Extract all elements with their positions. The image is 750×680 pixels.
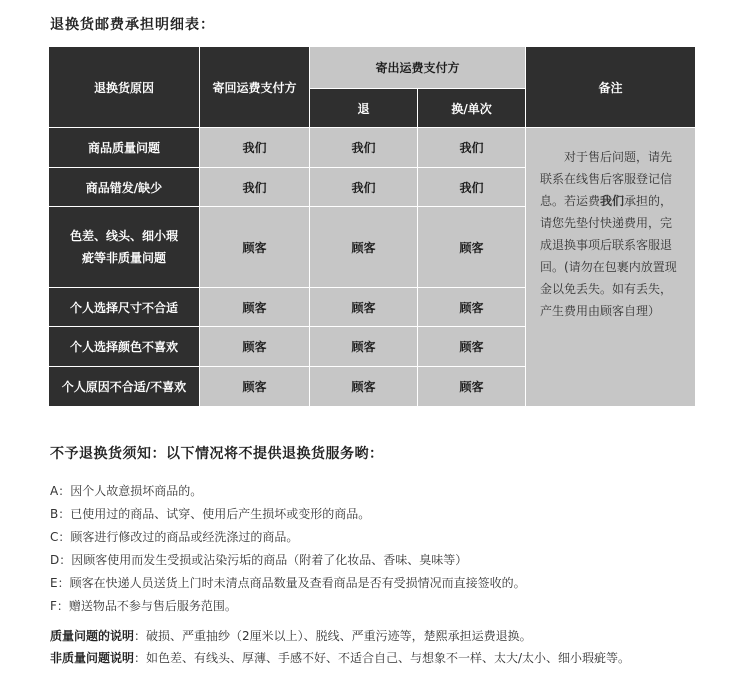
header-reason: 退换货原因 (49, 47, 200, 128)
no-return-rules (50, 480, 526, 618)
header-remark: 备注 (526, 47, 696, 128)
row-reason: 个人选择颜色不喜欢 (49, 327, 200, 367)
remark-line: 请您先垫付快递费用，完 (540, 216, 673, 230)
row-reason: 商品错发/缺少 (49, 168, 200, 207)
cell-return-payer: 顾客 (200, 207, 310, 288)
remark-line: 息。若运费我们承担的， (540, 194, 673, 208)
row-reason: 个人原因不合适/不喜欢 (49, 367, 200, 407)
problem-explanations (50, 625, 630, 669)
cell-exchange-payer: 顾客 (418, 207, 526, 288)
rule-item: A：因个人故意损坏商品的。 (50, 484, 203, 498)
nonquality-label: 非质量问题说明 (50, 651, 135, 665)
rule-item: F：赠送物品不参与售后服务范围。 (50, 599, 237, 613)
rule-item: C：顾客进行修改过的商品或经洗涤过的商品。 (50, 530, 299, 544)
header-refund: 退 (310, 89, 418, 128)
cell-return-payer: 顾客 (200, 288, 310, 327)
quality-label: 质量问题的说明 (50, 629, 135, 643)
rule-item: B：已使用过的商品、试穿、使用后产生损坏或变形的商品。 (50, 507, 371, 521)
remark-line: 联系在线售后客服登记信 (540, 172, 673, 186)
header-send-shipping: 寄出运费支付方 (310, 47, 526, 89)
cell-refund-payer: 顾客 (310, 367, 418, 407)
quality-text: ：破损、严重抽纱（2厘米以上）、脱线、严重污迹等，楚熙承担运费退换。 (134, 629, 532, 643)
nonquality-text: ：如色差、有线头、厚薄、手感不好、不适合自己、与想象不一样、太大/太小、细小瑕疵等。 (134, 651, 631, 665)
quality-explanation (50, 625, 630, 647)
table-row (49, 128, 696, 168)
row-reason: 个人选择尺寸不合适 (49, 288, 200, 327)
remark-line: 对于售后问题，请先 (564, 150, 673, 164)
rule-item: E：顾客在快递人员送货上门时未清点商品数量及查看商品是否有受损情况而直接签收的。 (50, 576, 526, 590)
cell-refund-payer: 顾客 (310, 288, 418, 327)
remark-note (526, 128, 696, 407)
cell-return-payer: 我们 (200, 128, 310, 168)
header-return-shipping: 寄回运费支付方 (200, 47, 310, 128)
cell-exchange-payer: 顾客 (418, 327, 526, 367)
cell-refund-payer: 顾客 (310, 207, 418, 288)
row-reason: 色差、线头、细小瑕 疵等非质量问题 (49, 207, 200, 288)
cell-exchange-payer: 我们 (418, 168, 526, 207)
cell-refund-payer: 顾客 (310, 327, 418, 367)
shipping-fee-table (48, 46, 696, 407)
remark-line: 产生费用由顾客自理） (540, 304, 661, 318)
cell-exchange-payer: 我们 (418, 128, 526, 168)
cell-return-payer: 顾客 (200, 367, 310, 407)
remark-line: 金以免丢失。如有丢失， (540, 282, 673, 296)
notice-title: 不予退换货须知：以下情况将不提供退换货服务哟： (50, 446, 384, 462)
remark-line: 回。(请勿在包裹内放置现 (540, 260, 677, 274)
row-reason: 商品质量问题 (49, 128, 200, 168)
cell-refund-payer: 我们 (310, 168, 418, 207)
cell-exchange-payer: 顾客 (418, 288, 526, 327)
cell-return-payer: 我们 (200, 168, 310, 207)
page-title: 退换货邮费承担明细表： (50, 17, 215, 33)
cell-refund-payer: 我们 (310, 128, 418, 168)
remark-line: 成退换事项后联系客服退 (540, 238, 673, 252)
rule-item: D：因顾客使用而发生受损或沾染污垢的商品（附着了化妆品、香味、臭味等） (50, 553, 468, 567)
cell-exchange-payer: 顾客 (418, 367, 526, 407)
cell-return-payer: 顾客 (200, 327, 310, 367)
header-exchange: 换/单次 (418, 89, 526, 128)
nonquality-explanation (50, 647, 630, 669)
